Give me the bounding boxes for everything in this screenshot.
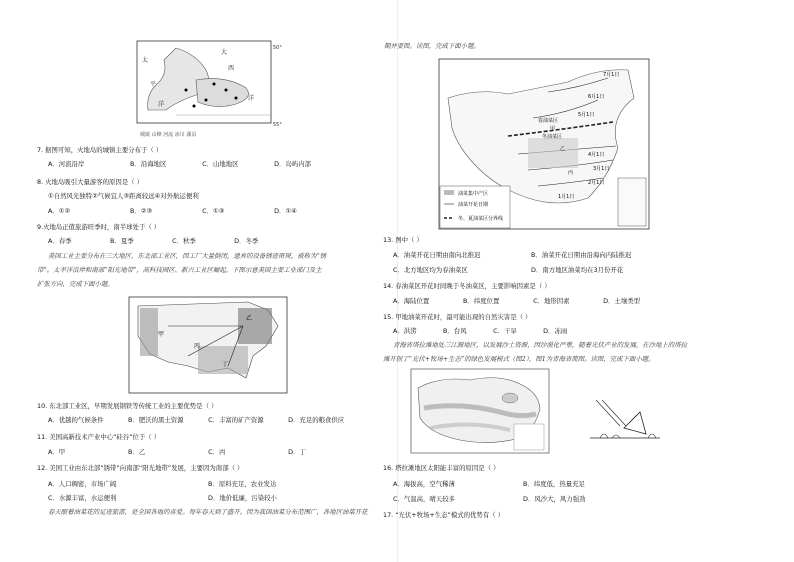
q13-option-d[interactable]: D．南方地区油菜均在3月份开花 (531, 266, 624, 274)
q8-items: ①自然风光独特②气候宜人③距离较远④对外航运便利 (48, 192, 199, 200)
q9-option-c[interactable]: C．秋季 (172, 237, 196, 245)
svg-text:4月1日: 4月1日 (588, 152, 605, 158)
q10-option-c[interactable]: C．丰富的矿产资源 (208, 416, 264, 424)
map2-label-yi: 乙 (246, 315, 253, 322)
q8-option-d[interactable]: D．①④ (274, 207, 297, 215)
svg-text:丙: 丙 (568, 170, 574, 176)
question-7: 7. 据图可知，火地岛的城镇主要分布于（ ） (37, 146, 163, 154)
question-8: 8. 火地岛吸引大量游客的原因是（ ） (37, 178, 144, 186)
q11-option-b[interactable]: B．乙 (128, 448, 146, 456)
q8-option-b[interactable]: B．②③ (130, 207, 153, 215)
map2-label-bing: 丙 (194, 343, 201, 350)
svg-text:3月1日: 3月1日 (593, 166, 610, 172)
q9-options (48, 237, 294, 245)
q12-options-row2 (48, 494, 277, 502)
tierra-del-fuego-map (136, 40, 286, 138)
q10-option-a[interactable]: A．优越的气候条件 (48, 416, 104, 424)
q15-options (393, 327, 591, 335)
column-divider (397, 0, 398, 562)
q14-option-d[interactable]: D．土壤类型 (603, 297, 641, 305)
q9-option-b[interactable]: B．夏季 (110, 237, 134, 245)
q11-option-d[interactable]: D．丁 (288, 448, 306, 456)
q12-options-row1 (48, 480, 276, 488)
q13-options-row1 (393, 251, 631, 259)
legend-production: 油菜集中产区 (458, 191, 489, 197)
svg-text:5月1日: 5月1日 (578, 112, 595, 118)
q7-options (48, 160, 344, 168)
question-16: 16. 塔拉滩地区太阳能丰富的原因是（ ） (383, 464, 500, 472)
svg-text:冬油菜区: 冬油菜区 (542, 134, 563, 140)
q12-option-b[interactable]: B．原料充足，农业发达 (208, 480, 277, 488)
q11-options (48, 448, 366, 456)
q14-option-c[interactable]: C．地形因素 (533, 297, 570, 305)
passage-3-line1: 青海省塔拉滩地处三江源地区，以发展沙土资源，因沙漠化严重，随着光伏产业的发展，在沙地上的塔拉 (393, 341, 687, 349)
q7-option-c[interactable]: C．山地地区 (202, 160, 239, 168)
q16-option-a[interactable]: A．海拔高，空气稀薄 (393, 480, 455, 488)
q9-option-d[interactable]: D．冬季 (234, 237, 259, 245)
question-14: 14. 春油菜区开花时间晚于冬油菜区，主要影响因素是（ ） (383, 282, 551, 290)
q12-option-c[interactable]: C．水源丰富，水运便利 (48, 494, 117, 502)
q11-option-c[interactable]: C．丙 (208, 448, 226, 456)
svg-text:55°: 55° (273, 122, 282, 128)
q15-option-a[interactable]: A．洪涝 (393, 327, 417, 335)
passage-1-line3: 扩张方向，完成下面小题。 (37, 280, 114, 288)
passage-1-line1: 美国工业主要分布在三大地区，东北部工业区，因工厂大量倒闭，遗弃的设备锈迹斑斑，被称为“锈 (48, 252, 327, 260)
q15-option-d[interactable]: D．冻雨 (543, 327, 568, 335)
q12-option-d[interactable]: D．地价低廉，污染较小 (208, 494, 277, 502)
q13-option-a[interactable]: A．油菜开花日期由南向北推迟 (393, 251, 481, 259)
q7-option-d[interactable]: D．岛屿内部 (274, 160, 312, 168)
q15-option-c[interactable]: C．干旱 (493, 327, 517, 335)
map1-legend: 城镇 山峰 河流 冰川 湖泊 (140, 132, 197, 138)
question-10: 10. 东北部工业区，早期发展钢铁等传统工业的主要优势是（ ） (37, 402, 218, 410)
svg-text:平: 平 (150, 81, 157, 88)
q14-options (393, 297, 671, 305)
passage-1-line2: 带”。太平洋沿岸和南部“阳光地带”，高科技园区、新兴工业区崛起。下图示意美国主要工业部门及主 (37, 266, 322, 274)
svg-text:太: 太 (142, 57, 149, 64)
map2-label-ding: 丁 (222, 361, 229, 368)
svg-text:7月1日: 7月1日 (603, 72, 620, 78)
svg-text:6月1日: 6月1日 (588, 94, 605, 100)
passage-2: 春天眼着油菜花的足迹旅游，是全国各地的喜爱。每年春天到了盛开。因为我国油菜分布范围广，各地区油菜开花 (48, 508, 368, 516)
q15-option-b[interactable]: B．台风 (443, 327, 467, 335)
q16-options-row2 (393, 495, 585, 503)
q10-option-d[interactable]: D．充足的粮食供应 (288, 416, 345, 424)
svg-text:甲: 甲 (550, 126, 556, 132)
q10-options (48, 416, 366, 424)
q8-options (48, 207, 344, 215)
q7-option-a[interactable]: A．河流沿岸 (48, 160, 85, 168)
svg-text:西: 西 (228, 65, 235, 72)
q16-options-row1 (393, 480, 585, 488)
qinghai-map (410, 368, 550, 454)
usa-industry-map (128, 296, 288, 394)
q7-option-b[interactable]: B．沿海地区 (130, 160, 167, 168)
passage-2-continued: 期并要图。读图，完成下面小题。 (384, 42, 480, 50)
map2-label-jia: 甲 (158, 331, 165, 338)
svg-text:乙: 乙 (560, 146, 566, 152)
map1-ocean-char1: 大 (221, 49, 228, 56)
question-17: 17. “光伏+牧场+生态”模式的优势有（ ） (383, 511, 505, 519)
question-12: 12. 美国工业由东北部“锈带”向南部“阳光地带”发展，主要因为南部（ ） (37, 464, 244, 472)
q9-option-a[interactable]: A．春季 (48, 237, 72, 245)
svg-text:2月1日: 2月1日 (588, 180, 605, 186)
svg-text:1月1日: 1月1日 (558, 194, 575, 200)
q14-option-b[interactable]: B．纬度位置 (463, 297, 500, 305)
svg-text:洋: 洋 (248, 95, 255, 102)
legend-boundary: 冬、夏油菜区分界线 (458, 216, 504, 222)
question-13: 13. 图中（ ） (383, 236, 423, 244)
passage-3-line2: 滩开创了“光伏+牧场+生态”的绿色发展模式（图2），图1为青海省简图。读图，完成下面小题。 (383, 355, 655, 363)
svg-text:春油菜区: 春油菜区 (538, 118, 559, 124)
q8-option-c[interactable]: C．①③ (202, 207, 225, 215)
question-9: 9.火地岛正值旅游旺季时，南半球处于（ ） (37, 223, 161, 231)
q13-option-c[interactable]: C．北方地区均为春油菜区 (393, 266, 468, 274)
q16-option-c[interactable]: C．气温高，晴天较多 (393, 495, 455, 503)
q11-option-a[interactable]: A．甲 (48, 448, 66, 456)
q12-option-a[interactable]: A．人口稠密，市场广阔 (48, 480, 117, 488)
q13-options-row2 (393, 266, 623, 274)
svg-text:50°: 50° (273, 45, 282, 51)
question-11: 11. 美国高新技术产业中心“硅谷”位于（ ） (37, 433, 161, 441)
rapeseed-flowering-map (438, 58, 650, 230)
question-15: 15. 甲地油菜开花时，最可能出现的自然灾害是（ ） (383, 313, 532, 321)
q13-option-b[interactable]: B．油菜开花日期由沿海向内陆推迟 (531, 251, 632, 259)
q8-option-a[interactable]: A．①② (48, 207, 71, 215)
q16-option-d[interactable]: D．风沙大，风力强劲 (523, 495, 586, 503)
legend-flowering-date: 油菜开花日期 (458, 202, 489, 208)
svg-text:洋: 洋 (158, 101, 165, 108)
pv-pasture-diagram (590, 392, 660, 450)
q10-option-b[interactable]: B．肥沃的黑土资源 (128, 416, 184, 424)
q16-option-b[interactable]: B．纬度低，热量充足 (523, 480, 585, 488)
q14-option-a[interactable]: A．海陆位置 (393, 297, 430, 305)
